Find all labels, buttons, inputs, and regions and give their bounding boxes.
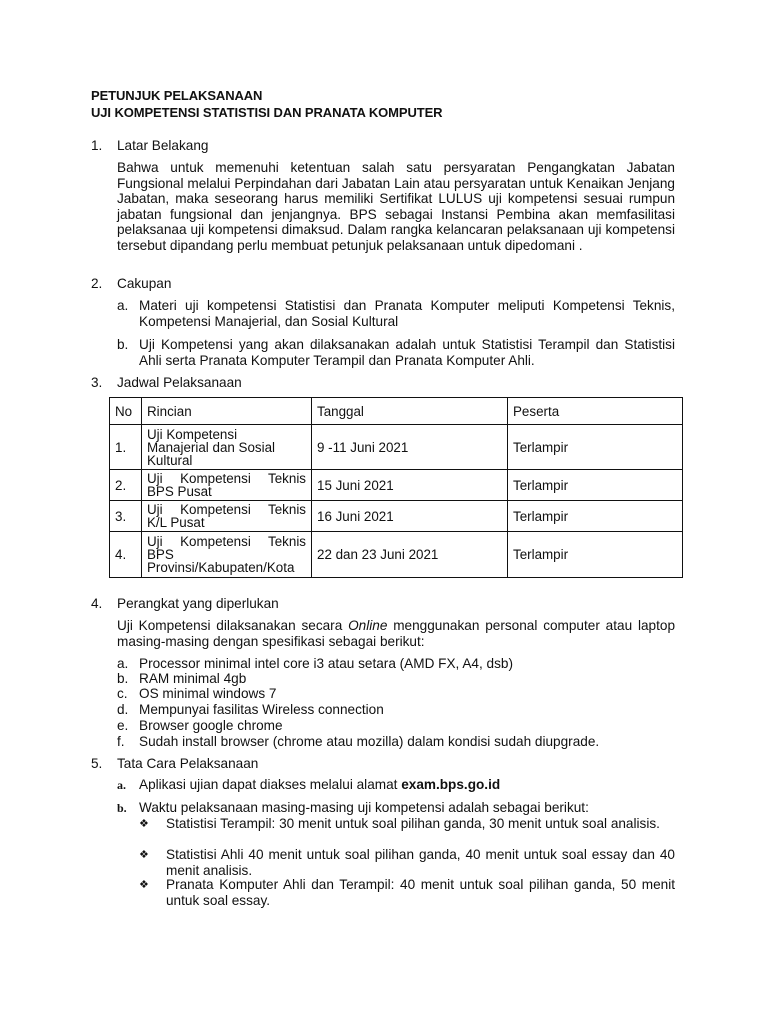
table-cell-peserta: Terlampir <box>508 470 683 501</box>
spec-item-text: Processor minimal intel core i3 atau setara (AMD FX, A4, dsb) <box>139 656 513 671</box>
table-header-row <box>110 398 683 425</box>
table-cell-tanggal: 15 Juni 2021 <box>312 470 508 501</box>
table-cell-tanggal: 22 dan 23 Juni 2021 <box>312 532 508 578</box>
table-cell-rincian <box>142 425 312 470</box>
document-title-line1: PETUNJUK PELAKSANAAN <box>91 88 263 103</box>
rincian-line: Provinsi/Kabupaten/Kota <box>147 560 295 575</box>
table-cell-tanggal: 9 -11 Juni 2021 <box>312 425 508 470</box>
spec-item-text: RAM minimal 4gb <box>139 671 247 686</box>
section-2-item-text: Uji Kompetensi yang akan dilaksanakan adalah untuk Statistisi Terampil dan Statistisi Ahli serta Pranata Komputer Terampil dan Pranata Komputer Ahli. <box>139 337 675 368</box>
duration-bullet-text: Pranata Komputer Ahli dan Terampil: 40 menit untuk soal pilihan ganda, 50 menit untuk soal essay. <box>166 877 675 908</box>
schedule-table <box>109 397 683 578</box>
procedure-text-b: Waktu pelaksanaan masing-masing uji kompetensi adalah sebagai berikut: <box>139 800 589 815</box>
spec-item-text: OS minimal windows 7 <box>139 686 277 701</box>
spec-item-text: Mempunyai fasilitas Wireless connection <box>139 702 384 717</box>
duration-bullet-text: Statistisi Ahli 40 menit untuk soal pilihan ganda, 40 menit untuk soal essay dan 40 menit analisis. <box>166 847 675 878</box>
intro-text: Uji Kompetensi dilaksanakan secara <box>117 618 349 633</box>
table-cell-rincian <box>142 501 312 532</box>
section-1-number: 1. <box>91 138 103 153</box>
procedure-text: Aplikasi ujian dapat diakses melalui alamat <box>139 777 402 792</box>
spec-item-label: b. <box>117 671 129 686</box>
table-cell-no: 2. <box>110 470 142 501</box>
table-cell-rincian <box>142 470 312 501</box>
rincian-line: Uji Kompetensi Teknis <box>147 502 306 517</box>
table-header-cell: Peserta <box>508 398 683 425</box>
rincian-line: Uji Kompetensi Teknis <box>147 471 306 486</box>
rincian-line: K/L Pusat <box>147 515 205 530</box>
duration-bullet-text: Statistisi Terampil: 30 menit untuk soal pilihan ganda, 30 menit untuk soal analisis. <box>166 816 660 831</box>
diamond-bullet-icon: ❖ <box>139 849 149 861</box>
table-cell-tanggal: 16 Juni 2021 <box>312 501 508 532</box>
section-4-heading: Perangkat yang diperlukan <box>117 596 279 611</box>
section-2-number: 2. <box>91 276 103 291</box>
spec-item-label: f. <box>117 734 125 749</box>
procedure-text-a <box>139 777 675 793</box>
section-2-heading: Cakupan <box>117 276 172 291</box>
rincian-line: Kultural <box>147 452 193 468</box>
diamond-bullet-icon: ❖ <box>139 879 149 891</box>
section-3-heading: Jadwal Pelaksanaan <box>117 375 242 390</box>
table-row <box>110 470 683 501</box>
section-4-intro <box>117 618 675 649</box>
procedure-label-a: a. <box>117 778 126 792</box>
spec-item-label: d. <box>117 702 129 717</box>
section-3-number: 3. <box>91 375 103 390</box>
table-cell-rincian <box>142 532 312 578</box>
diamond-bullet-icon: ❖ <box>139 818 149 830</box>
rincian-line: Manajerial dan Sosial <box>147 439 276 455</box>
section-2-item-text: Materi uji kompetensi Statistisi dan Pranata Komputer meliputi Kompetensi Teknis, Kompetensi Manajerial, dan Sosial Kultural <box>139 298 675 329</box>
procedure-label-b: b. <box>117 801 127 815</box>
table-header-cell: Rincian <box>142 398 312 425</box>
intro-emphasis: Online <box>348 618 388 633</box>
section-5-heading: Tata Cara Pelaksanaan <box>117 756 259 771</box>
section-2-item-label: b. <box>117 337 129 352</box>
rincian-line: Uji Kompetensi Teknis <box>147 534 306 549</box>
table-cell-no: 4. <box>110 532 142 578</box>
section-1-paragraph: Bahwa untuk memenuhi ketentuan salah satu persyaratan Pengangkatan Jabatan Fungsional melalui Perpindahan dari Jabatan Lain atau persyaratan untuk Kenaikan Jenjang Jabatan, maka seseorang harus memiliki Sertifikat LULUS uji kompetensi sesuai rumpun jabatan fungsional dan jenjangnya. BPS sebagai Instansi Pembina akan memfasilitasi pelaksanaa uji kompetensi dimaksud. Dalam rangka kelancaran pelaksanaan uji kompetensi tersebut dipandang perlu membuat petunjuk pelaksanaan untuk dipedomani . <box>117 160 675 253</box>
intro-text: menggunakan personal computer atau laptop masing-masing dengan spesifikasi sebagai berikut: <box>117 618 676 649</box>
exam-url-link[interactable]: exam.bps.go.id <box>401 777 501 792</box>
rincian-line: BPS <box>147 547 174 562</box>
table-row <box>110 501 683 532</box>
spec-item-label: e. <box>117 718 129 733</box>
rincian-line: BPS Pusat <box>147 484 212 499</box>
spec-item-label: c. <box>117 686 128 701</box>
table-cell-no: 1. <box>110 425 142 470</box>
table-cell-peserta: Terlampir <box>508 532 683 578</box>
table-header-cell: No <box>110 398 142 425</box>
section-5-number: 5. <box>91 756 103 771</box>
spec-item-text: Browser google chrome <box>139 718 283 733</box>
section-4-number: 4. <box>91 596 103 611</box>
table-cell-peserta: Terlampir <box>508 425 683 470</box>
section-1-heading: Latar Belakang <box>117 138 209 153</box>
rincian-line: Uji Kompetensi <box>147 426 238 442</box>
document-title-line2: UJI KOMPETENSI STATISTISI DAN PRANATA KOMPUTER <box>91 105 443 120</box>
table-cell-peserta: Terlampir <box>508 501 683 532</box>
table-row <box>110 425 683 470</box>
table-row <box>110 532 683 578</box>
spec-item-label: a. <box>117 656 129 671</box>
table-cell-no: 3. <box>110 501 142 532</box>
spec-item-text: Sudah install browser (chrome atau mozilla) dalam kondisi sudah diupgrade. <box>139 734 600 749</box>
table-header-cell: Tanggal <box>312 398 508 425</box>
section-2-item-label: a. <box>117 298 129 313</box>
